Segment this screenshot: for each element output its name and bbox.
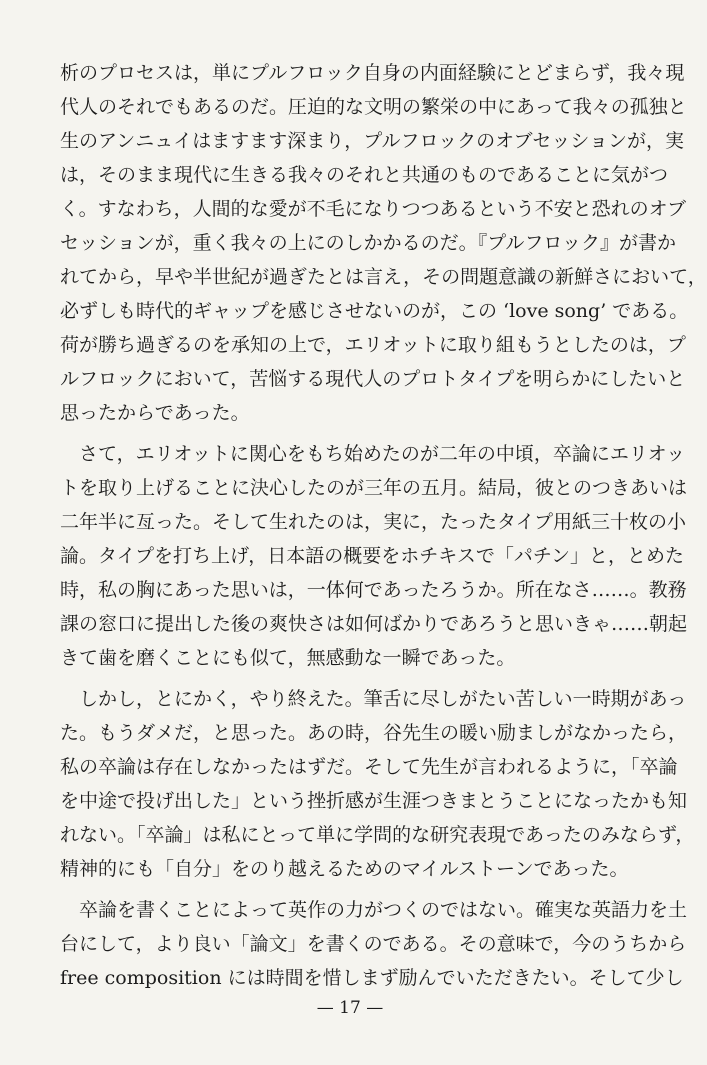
text-line: 台にして，より良い「論文」を書くのである。その意味で，今のうちから <box>60 933 687 955</box>
text-line: ルフロックにおいて，苦悩する現代人のプロトタイプを明らかにしたいと <box>60 368 686 390</box>
page-number: — 17 — <box>316 998 384 1018</box>
text-line: 思ったからであった。 <box>60 402 250 424</box>
paragraph-4 <box>60 893 688 995</box>
text-line: 代人のそれでもあるのだ。圧迫的な文明の繁栄の中にあって我々の孤独と <box>60 96 687 118</box>
text-line: れてから，早や半世紀が過ぎたとは言え，その問題意識の新鮮さにおいて， <box>60 266 707 288</box>
text-line: 析のプロセスは，単にプルフロック自身の内面経験にとどまらず，我々現 <box>60 62 685 84</box>
text-line: 精神的にも「自分」をのり越えるためのマイルストーンであった。 <box>60 858 629 880</box>
text-line: れない。「卒論」は私にとって単に学問的な研究表現であったのみならず， <box>60 824 695 846</box>
paragraph-1 <box>60 56 707 430</box>
text-line: さて，エリオットに関心をもち始めたのが二年の中頃，卒論にエリオッ <box>79 443 686 465</box>
paragraph-3 <box>60 682 695 886</box>
text-line: く。すなわち，人間的な愛が不毛になりつつあるという不安と恐れのオブ <box>60 198 687 220</box>
text-line: 生のアンニュイはますます深まり，プルフロックのオブセッションが，実 <box>60 130 684 152</box>
text-line: 卒論を書くことによって英作の力がつくのではない。確実な英語力を土 <box>79 899 688 921</box>
text-line: 必ずしも時代的ギャップを感じさせないのが，この ‘love song’ である。 <box>60 300 689 322</box>
text-line: セッションが，重く我々の上にのしかかるのだ。『プルフロック』が書か <box>60 232 676 254</box>
text-line: 時，私の胸にあった思いは，一体何であったろうか。所在なさ……。教務 <box>60 579 687 601</box>
text-line: 論。タイプを打ち上げ，日本語の概要をホチキスで「パチン」と，とめた <box>60 545 684 567</box>
text-line: しかし，とにかく，やり終えた。筆舌に尽しがたい苦しい一時期があっ <box>79 688 687 710</box>
text-line: free composition には時間を惜しまず励んでいただきたい。そして少し <box>60 967 684 989</box>
text-line: た。もうダメだ，と思った。あの時，谷先生の暖い励ましがなかったら， <box>60 722 688 744</box>
text-line: を中途で投げ出した」という挫折感が生涯つきまとうことになったかも知 <box>60 790 688 812</box>
text-line: 荷が勝ち過ぎるのを承知の上で，エリオットに取り組もうとしたのは，プ <box>60 334 686 356</box>
body-text <box>60 56 707 995</box>
text-line: は，そのまま現代に生きる我々のそれと共通のものであることに気がつ <box>60 164 669 186</box>
paragraph-2 <box>60 437 688 675</box>
text-line: 課の窓口に提出した後の爽快さは如何ばかりであろうと思いきゃ……朝起 <box>60 613 688 635</box>
text-line: 二年半に亙った。そして生れたのは，実に，たったタイプ用紙三十枚の小 <box>60 511 687 533</box>
text-line: 私の卒論は存在しなかったはずだ。そして先生が言われるように，「卒論 <box>60 756 678 778</box>
text-line: トを取り上げることに決心したのが三年の五月。結局，彼とのつきあいは <box>60 477 688 499</box>
text-line: きて歯を磨くことにも似て，無感動な一瞬であった。 <box>60 647 516 669</box>
